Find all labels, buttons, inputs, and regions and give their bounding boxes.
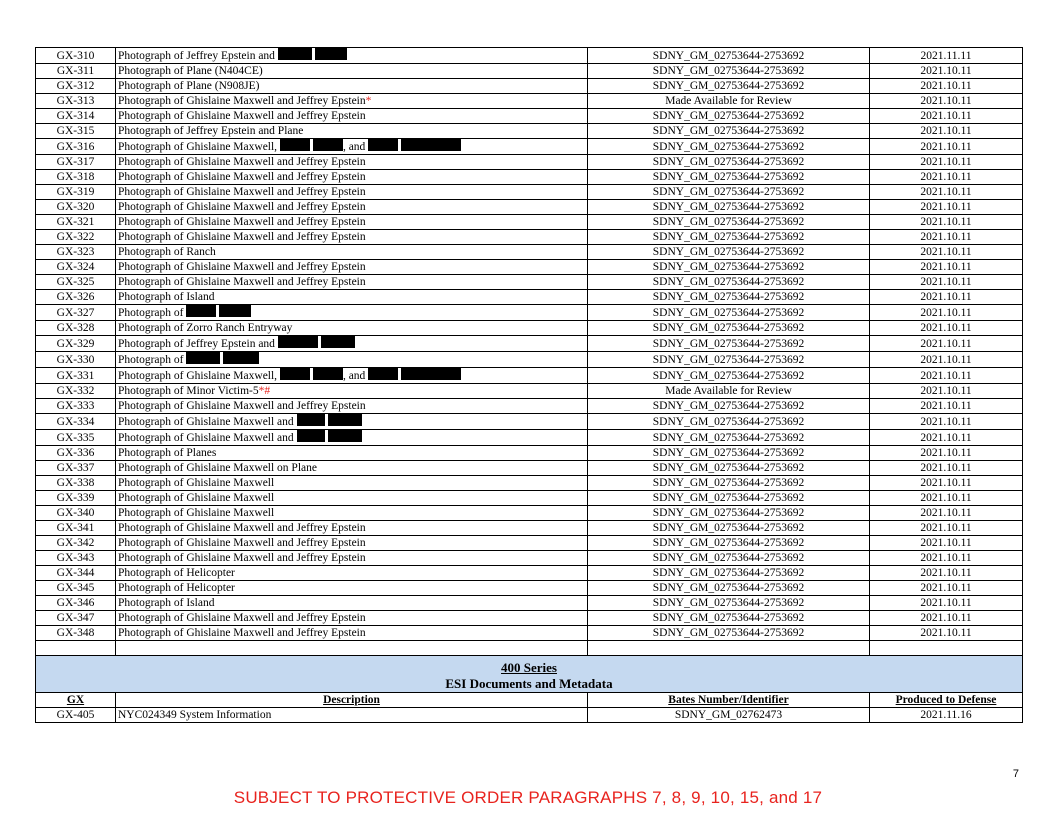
- bates-cell: SDNY_GM_02753644-2753692: [588, 596, 870, 611]
- table-row: [36, 170, 1023, 185]
- table-row: [36, 200, 1023, 215]
- description-text: Photograph of Jeffrey Epstein and: [118, 338, 278, 350]
- bates-cell: SDNY_GM_02753644-2753692: [588, 275, 870, 290]
- bates-cell: SDNY_GM_02753644-2753692: [588, 155, 870, 170]
- description-text: Photograph of Ghislaine Maxwell and Jeffrey Epstein: [118, 171, 366, 183]
- produced-cell: 2021.10.11: [870, 215, 1023, 230]
- table-row: [36, 551, 1023, 566]
- description-cell: [116, 215, 588, 230]
- table-row: [36, 506, 1023, 521]
- description-text: Photograph of Ghislaine Maxwell and: [118, 432, 297, 444]
- description-cell: [116, 611, 588, 626]
- produced-cell: 2021.10.11: [870, 290, 1023, 305]
- produced-cell: 2021.10.11: [870, 506, 1023, 521]
- description-text: , and: [342, 141, 369, 153]
- gx-cell: GX-332: [36, 384, 116, 399]
- spacer-cell: [588, 641, 870, 656]
- produced-cell: 2021.10.11: [870, 230, 1023, 245]
- produced-cell: 2021.10.11: [870, 200, 1023, 215]
- description-cell: [116, 200, 588, 215]
- description-text: Photograph of: [118, 307, 187, 319]
- produced-cell: 2021.10.11: [870, 79, 1023, 94]
- series-section: [36, 656, 1023, 723]
- bates-cell: SDNY_GM_02753644-2753692: [588, 215, 870, 230]
- table-row: [36, 491, 1023, 506]
- description-text: Photograph of Ghislaine Maxwell and Jeffrey Epstein: [118, 276, 366, 288]
- redaction-block: [297, 414, 325, 426]
- description-text: Photograph of Ghislaine Maxwell and Jeffrey Epstein: [118, 110, 366, 122]
- description-cell: [116, 566, 588, 581]
- bates-cell: SDNY_GM_02753644-2753692: [588, 109, 870, 124]
- produced-cell: 2021.10.11: [870, 275, 1023, 290]
- redaction-block: [328, 414, 362, 426]
- bates-cell: SDNY_GM_02753644-2753692: [588, 430, 870, 446]
- table-row: [36, 260, 1023, 275]
- produced-cell: 2021.10.11: [870, 155, 1023, 170]
- bates-cell: SDNY_GM_02753644-2753692: [588, 139, 870, 155]
- series-subtitle: ESI Documents and Metadata: [445, 676, 613, 691]
- produced-cell: 2021.10.11: [870, 336, 1023, 352]
- table-row: [36, 185, 1023, 200]
- redaction-block: [313, 139, 343, 151]
- table-row: [36, 124, 1023, 139]
- gx-cell: GX-323: [36, 245, 116, 260]
- produced-cell: 2021.10.11: [870, 461, 1023, 476]
- table-row: [36, 596, 1023, 611]
- bates-cell: SDNY_GM_02753644-2753692: [588, 170, 870, 185]
- description-cell: [116, 185, 588, 200]
- table-row: [36, 230, 1023, 245]
- produced-cell: 2021.10.11: [870, 185, 1023, 200]
- table-row: [36, 336, 1023, 352]
- description-cell: [116, 414, 588, 430]
- header-bates: Bates Number/Identifier: [588, 693, 870, 708]
- redaction-block: [401, 368, 461, 380]
- description-text: Photograph of Island: [118, 291, 215, 303]
- description-cell: [116, 305, 588, 321]
- table-row: [36, 461, 1023, 476]
- produced-cell: 2021.10.11: [870, 596, 1023, 611]
- table-row: [36, 290, 1023, 305]
- redaction-block: [328, 430, 362, 442]
- description-cell: [116, 384, 588, 399]
- table-row: [36, 626, 1023, 641]
- description-cell: [116, 626, 588, 641]
- produced-cell: 2021.10.11: [870, 521, 1023, 536]
- bates-cell: SDNY_GM_02753644-2753692: [588, 611, 870, 626]
- bates-cell: SDNY_GM_02753644-2753692: [588, 491, 870, 506]
- redaction-block: [313, 368, 343, 380]
- produced-cell: 2021.10.11: [870, 352, 1023, 368]
- produced-cell: 2021.10.11: [870, 305, 1023, 321]
- bates-cell: SDNY_GM_02753644-2753692: [588, 566, 870, 581]
- table-row: [36, 611, 1023, 626]
- gx-cell: GX-312: [36, 79, 116, 94]
- redaction-block: [321, 336, 355, 348]
- gx-cell: GX-329: [36, 336, 116, 352]
- gx-cell: GX-340: [36, 506, 116, 521]
- produced-cell: 2021.11.16: [870, 708, 1023, 723]
- description-text: Photograph of Ghislaine Maxwell: [118, 477, 275, 489]
- spacer-cell: [870, 641, 1023, 656]
- description-cell: [116, 109, 588, 124]
- table-row: [36, 139, 1023, 155]
- bates-cell: SDNY_GM_02753644-2753692: [588, 461, 870, 476]
- description-cell: [116, 94, 588, 109]
- spacer-cell: [36, 641, 116, 656]
- description-text: Photograph of Ghislaine Maxwell and Jeffrey Epstein: [118, 231, 366, 243]
- column-header-row: [36, 693, 1023, 708]
- series-band-cell: [36, 656, 1023, 693]
- description-text: Photograph of Ghislaine Maxwell and Jeffrey Epstein: [118, 627, 366, 639]
- bates-cell: SDNY_GM_02753644-2753692: [588, 185, 870, 200]
- table-row: [36, 352, 1023, 368]
- table-row: [36, 476, 1023, 491]
- description-text: Photograph of Plane (N908JE): [118, 80, 260, 92]
- redaction-block: [186, 305, 216, 317]
- table-row: [36, 399, 1023, 414]
- exhibit-list-table: [35, 47, 1023, 723]
- gx-cell: GX-334: [36, 414, 116, 430]
- gx-cell: GX-341: [36, 521, 116, 536]
- gx-cell: GX-331: [36, 368, 116, 384]
- description-text: Photograph of Ghislaine Maxwell and Jeffrey Epstein: [118, 612, 366, 624]
- gx-cell: GX-321: [36, 215, 116, 230]
- bates-cell: SDNY_GM_02753644-2753692: [588, 305, 870, 321]
- bates-cell: SDNY_GM_02753644-2753692: [588, 336, 870, 352]
- produced-cell: 2021.10.11: [870, 399, 1023, 414]
- spacer-section: [36, 641, 1023, 656]
- table-row: [36, 305, 1023, 321]
- table-row: [36, 521, 1023, 536]
- bates-cell: SDNY_GM_02753644-2753692: [588, 626, 870, 641]
- produced-cell: 2021.10.11: [870, 551, 1023, 566]
- produced-cell: 2021.10.11: [870, 476, 1023, 491]
- description-cell: [116, 476, 588, 491]
- description-text: Photograph of Planes: [118, 447, 217, 459]
- description-cell: [116, 491, 588, 506]
- gx-cell: GX-322: [36, 230, 116, 245]
- produced-cell: 2021.10.11: [870, 581, 1023, 596]
- redaction-block: [280, 139, 310, 151]
- gx-cell: GX-405: [36, 708, 116, 723]
- spacer-row: [36, 641, 1023, 656]
- produced-cell: 2021.10.11: [870, 139, 1023, 155]
- description-cell: [116, 446, 588, 461]
- description-text: Photograph of: [118, 354, 187, 366]
- gx-cell: GX-316: [36, 139, 116, 155]
- description-cell: [116, 290, 588, 305]
- description-cell: [116, 336, 588, 352]
- bates-cell: SDNY_GM_02753644-2753692: [588, 79, 870, 94]
- table-row: [36, 566, 1023, 581]
- gx-cell: GX-348: [36, 626, 116, 641]
- description-cell: [116, 551, 588, 566]
- header-gx: GX: [36, 693, 116, 708]
- description-cell: [116, 245, 588, 260]
- redaction-block: [315, 48, 347, 60]
- redaction-block: [186, 352, 220, 364]
- description-text: Photograph of Jeffrey Epstein and Plane: [118, 125, 304, 137]
- description-text: Photograph of Ghislaine Maxwell and Jeffrey Epstein: [118, 261, 366, 273]
- gx-cell: GX-317: [36, 155, 116, 170]
- redaction-block: [401, 139, 461, 151]
- spacer-cell: [116, 641, 588, 656]
- table-row: [36, 94, 1023, 109]
- header-produced: Produced to Defense: [870, 693, 1023, 708]
- description-cell: [116, 352, 588, 368]
- bates-cell: SDNY_GM_02753644-2753692: [588, 368, 870, 384]
- table-row: [36, 64, 1023, 79]
- table-row: [36, 708, 1023, 723]
- gx-cell: GX-324: [36, 260, 116, 275]
- description-cell: [116, 275, 588, 290]
- description-text: Photograph of Ghislaine Maxwell on Plane: [118, 462, 317, 474]
- bates-cell: SDNY_GM_02753644-2753692: [588, 536, 870, 551]
- description-text: Photograph of Ghislaine Maxwell and Jeffrey Epstein: [118, 201, 366, 213]
- description-text: Photograph of Ranch: [118, 246, 216, 258]
- redaction-block: [278, 336, 318, 348]
- description-cell: [116, 581, 588, 596]
- description-cell: [116, 521, 588, 536]
- bates-cell: Made Available for Review: [588, 94, 870, 109]
- bates-cell: SDNY_GM_02753644-2753692: [588, 521, 870, 536]
- produced-cell: 2021.10.11: [870, 491, 1023, 506]
- gx-cell: GX-325: [36, 275, 116, 290]
- description-text: Photograph of Ghislaine Maxwell and Jeffrey Epstein: [118, 95, 366, 107]
- gx-cell: GX-343: [36, 551, 116, 566]
- gx-cell: GX-337: [36, 461, 116, 476]
- produced-cell: 2021.10.11: [870, 94, 1023, 109]
- table-row: [36, 79, 1023, 94]
- gx-cell: GX-310: [36, 48, 116, 64]
- redaction-block: [280, 368, 310, 380]
- produced-cell: 2021.10.11: [870, 536, 1023, 551]
- produced-cell: 2021.10.11: [870, 384, 1023, 399]
- description-text: Photograph of Minor Victim-5: [118, 385, 259, 397]
- gx-cell: GX-342: [36, 536, 116, 551]
- bates-cell: SDNY_GM_02753644-2753692: [588, 476, 870, 491]
- redaction-block: [368, 368, 398, 380]
- bates-cell: SDNY_GM_02753644-2753692: [588, 551, 870, 566]
- bates-cell: SDNY_GM_02753644-2753692: [588, 230, 870, 245]
- redaction-block: [368, 139, 398, 151]
- gx-cell: GX-318: [36, 170, 116, 185]
- produced-cell: 2021.10.11: [870, 109, 1023, 124]
- table-row: [36, 368, 1023, 384]
- description-cell: [116, 399, 588, 414]
- produced-cell: 2021.11.11: [870, 48, 1023, 64]
- gx-cell: GX-327: [36, 305, 116, 321]
- table-row: [36, 430, 1023, 446]
- gx-cell: GX-319: [36, 185, 116, 200]
- description-cell: [116, 230, 588, 245]
- bates-cell: SDNY_GM_02762473: [588, 708, 870, 723]
- produced-cell: 2021.10.11: [870, 611, 1023, 626]
- description-text: Photograph of Ghislaine Maxwell and Jeffrey Epstein: [118, 216, 366, 228]
- table-row: [36, 581, 1023, 596]
- description-cell: [116, 536, 588, 551]
- bates-cell: SDNY_GM_02753644-2753692: [588, 245, 870, 260]
- bates-cell: SDNY_GM_02753644-2753692: [588, 506, 870, 521]
- produced-cell: 2021.10.11: [870, 430, 1023, 446]
- produced-cell: 2021.10.11: [870, 368, 1023, 384]
- table-row: [36, 414, 1023, 430]
- description-text: Photograph of Helicopter: [118, 582, 235, 594]
- gx-cell: GX-344: [36, 566, 116, 581]
- gx-cell: GX-315: [36, 124, 116, 139]
- series-title: 400 Series: [501, 660, 557, 675]
- table-row: [36, 384, 1023, 399]
- table-row: [36, 155, 1023, 170]
- description-cell: [116, 461, 588, 476]
- bates-cell: Made Available for Review: [588, 384, 870, 399]
- description-text: , and: [342, 370, 369, 382]
- description-cell: [116, 139, 588, 155]
- gx-cell: GX-338: [36, 476, 116, 491]
- gx-cell: GX-313: [36, 94, 116, 109]
- description-cell: [116, 260, 588, 275]
- produced-cell: 2021.10.11: [870, 566, 1023, 581]
- header-description: Description: [116, 693, 588, 708]
- description-cell: [116, 368, 588, 384]
- produced-cell: 2021.10.11: [870, 245, 1023, 260]
- description-text: Photograph of Ghislaine Maxwell,: [118, 141, 280, 153]
- description-text: Photograph of Jeffrey Epstein and: [118, 50, 278, 62]
- gx-cell: GX-326: [36, 290, 116, 305]
- gx-cell: GX-314: [36, 109, 116, 124]
- description-text: Photograph of Ghislaine Maxwell and Jeffrey Epstein: [118, 522, 366, 534]
- produced-cell: 2021.10.11: [870, 260, 1023, 275]
- produced-cell: 2021.10.11: [870, 414, 1023, 430]
- description-text: Photograph of Ghislaine Maxwell and Jeffrey Epstein: [118, 537, 366, 549]
- table-row: [36, 446, 1023, 461]
- gx-cell: GX-339: [36, 491, 116, 506]
- description-cell: [116, 430, 588, 446]
- description-cell: [116, 64, 588, 79]
- redaction-block: [297, 430, 325, 442]
- bates-cell: SDNY_GM_02753644-2753692: [588, 48, 870, 64]
- description-cell: [116, 170, 588, 185]
- bates-cell: SDNY_GM_02753644-2753692: [588, 124, 870, 139]
- bates-cell: SDNY_GM_02753644-2753692: [588, 352, 870, 368]
- table-row: [36, 275, 1023, 290]
- redaction-block: [223, 352, 259, 364]
- table-row: [36, 536, 1023, 551]
- produced-cell: 2021.10.11: [870, 626, 1023, 641]
- redaction-block: [278, 48, 312, 60]
- table-row: [36, 245, 1023, 260]
- bates-cell: SDNY_GM_02753644-2753692: [588, 290, 870, 305]
- description-cell: [116, 321, 588, 336]
- bates-cell: SDNY_GM_02753644-2753692: [588, 321, 870, 336]
- produced-cell: 2021.10.11: [870, 321, 1023, 336]
- description-text: Photograph of Plane (N404CE): [118, 65, 263, 77]
- description-text: Photograph of Ghislaine Maxwell: [118, 492, 275, 504]
- description-cell: [116, 48, 588, 64]
- description-text: Photograph of Ghislaine Maxwell,: [118, 370, 280, 382]
- description-text: Photograph of Ghislaine Maxwell: [118, 507, 275, 519]
- gx-cell: GX-347: [36, 611, 116, 626]
- description-text: Photograph of Island: [118, 597, 215, 609]
- bates-cell: SDNY_GM_02753644-2753692: [588, 414, 870, 430]
- protective-order-footer: SUBJECT TO PROTECTIVE ORDER PARAGRAPHS 7, 8, 9, 10, 15, and 17: [233, 788, 823, 807]
- bates-cell: SDNY_GM_02753644-2753692: [588, 581, 870, 596]
- gx-cell: GX-311: [36, 64, 116, 79]
- description-cell: [116, 155, 588, 170]
- table-row: [36, 215, 1023, 230]
- description-text: Photograph of Helicopter: [118, 567, 235, 579]
- review-marker: *: [365, 95, 372, 107]
- produced-cell: 2021.10.11: [870, 64, 1023, 79]
- gx-cell: GX-346: [36, 596, 116, 611]
- gx-cell: GX-336: [36, 446, 116, 461]
- description-cell: [116, 596, 588, 611]
- gx-cell: GX-328: [36, 321, 116, 336]
- table-row: [36, 48, 1023, 64]
- page-number: 7: [1012, 768, 1019, 780]
- gx-cell: GX-330: [36, 352, 116, 368]
- description-text: Photograph of Ghislaine Maxwell and Jeffrey Epstein: [118, 186, 366, 198]
- gx-cell: GX-333: [36, 399, 116, 414]
- produced-cell: 2021.10.11: [870, 170, 1023, 185]
- description-text: Photograph of Ghislaine Maxwell and Jeffrey Epstein: [118, 156, 366, 168]
- exhibit-rows: [36, 48, 1023, 641]
- redaction-block: [219, 305, 251, 317]
- produced-cell: 2021.10.11: [870, 124, 1023, 139]
- description-cell: [116, 124, 588, 139]
- bates-cell: SDNY_GM_02753644-2753692: [588, 399, 870, 414]
- description-text: Photograph of Zorro Ranch Entryway: [118, 322, 293, 334]
- review-marker: *#: [258, 385, 271, 397]
- description-cell: [116, 79, 588, 94]
- series-band: [36, 656, 1023, 693]
- gx-cell: GX-320: [36, 200, 116, 215]
- table-row: [36, 321, 1023, 336]
- produced-cell: 2021.10.11: [870, 446, 1023, 461]
- description-text: Photograph of Ghislaine Maxwell and Jeffrey Epstein: [118, 400, 366, 412]
- description-text: Photograph of Ghislaine Maxwell and Jeffrey Epstein: [118, 552, 366, 564]
- bates-cell: SDNY_GM_02753644-2753692: [588, 446, 870, 461]
- bates-cell: SDNY_GM_02753644-2753692: [588, 64, 870, 79]
- gx-cell: GX-335: [36, 430, 116, 446]
- bates-cell: SDNY_GM_02753644-2753692: [588, 260, 870, 275]
- description-cell: NYC024349 System Information: [116, 708, 588, 723]
- table-row: [36, 109, 1023, 124]
- bates-cell: SDNY_GM_02753644-2753692: [588, 200, 870, 215]
- description-cell: [116, 506, 588, 521]
- gx-cell: GX-345: [36, 581, 116, 596]
- description-text: Photograph of Ghislaine Maxwell and: [118, 416, 297, 428]
